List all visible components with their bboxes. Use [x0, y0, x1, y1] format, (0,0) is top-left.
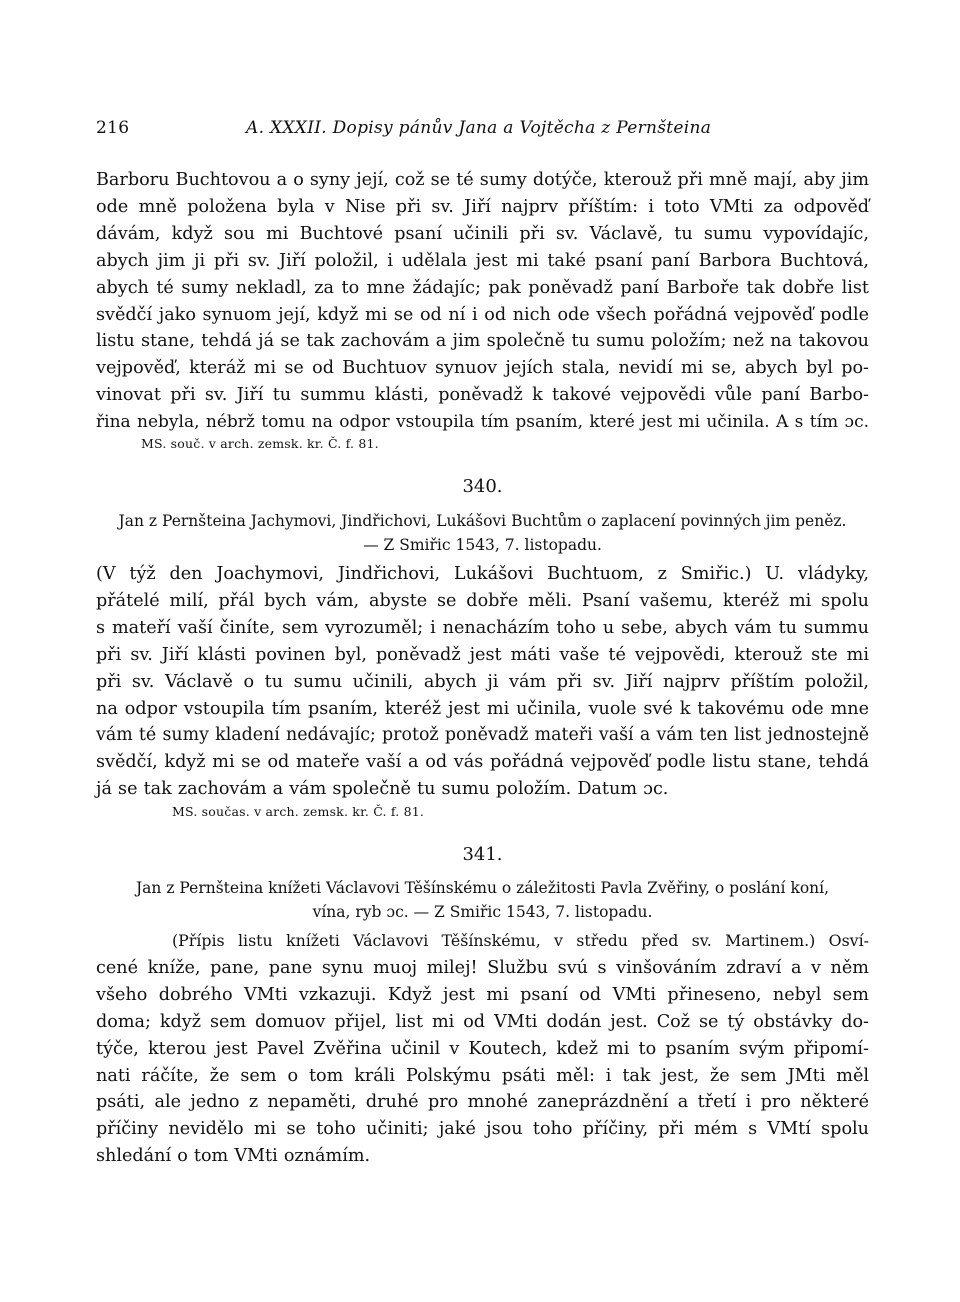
- text-line: svědčí jako synuom její, když mi se od ní i od nich ode všech pořádná vejpověď podle: [96, 304, 869, 325]
- summary-line: Jan z Pernšteina Jachymovi, Jindřichovi, Lukášovi Buchtům o zaplacení povinných jim peněz.: [118, 512, 847, 530]
- text-line: cené kníže, pane, pane synu muoj milej! Službu svú s vinšováním zdraví a v něm: [96, 957, 869, 978]
- text-line: abych té sumy nekladl, za to mne žádajíc; pak poněvadž paní Barboře tak dobře list: [96, 277, 869, 298]
- text-line: dávám, když sou mi Buchtové psaní učinili při sv. Václavě, tu sumu vypovídajíc,: [96, 223, 869, 244]
- text-line: psáti, ale jedno z nepaměti, druhé pro mnohé zaneprázdnění a třetí i pro některé: [96, 1092, 869, 1113]
- summary-line: — Z Smiřic 1543, 7. listopadu.: [363, 536, 602, 554]
- text-line: ode mně položena byla v Nise při sv. Jiří najprv příštím: i toto VMti za odpověď: [96, 196, 869, 217]
- text-line: s mateří vaší činíte, sem vyrozuměl; i nenacházím toho u sebe, abych vám tu summu: [96, 617, 869, 638]
- summary-line: Jan z Pernšteina knížeti Václavovi Těšínskému o záležitosti Pavla Zvěřiny, o poslání koní,: [135, 879, 830, 897]
- text-line: řina nebyla, nébrž tomu na odpor vstoupila tím psaním, které jest mi učinila. A s tím ɔc.: [96, 412, 869, 433]
- summary-line: vína, ryb ɔc. — Z Smiřic 1543, 7. listopadu.: [312, 903, 653, 921]
- text-line: při sv. Jiří klásti povinen byl, poněvadž jest máti vaše té vejpovědi, kterouž ste mi: [96, 644, 869, 665]
- text-line: všeho dobrého VMti vzkazuji. Když jest mi psaní od VMti přineseno, nebyl sem: [96, 984, 869, 1005]
- running-title: A. XXXII. Dopisy pánův Jana a Vojtěcha z Pernšteina: [246, 118, 712, 138]
- text-line: na odpor vstoupila tím psaním, kteréž jest mi učinila, vuole své k takovému ode mne: [96, 698, 869, 719]
- text-line: přátelé milí, přál bych vám, abyste se dobře měli. Psaní vašemu, kteréž mi spolu: [96, 590, 869, 611]
- document-number: 341.: [462, 844, 503, 865]
- text-line: nati ráčíte, že sem o tom králi Polskýmu psáti měl: i tak jest, že sem JMti měl: [96, 1065, 869, 1086]
- source-note: MS. součas. v arch. zemsk. kr. Č. f. 81.: [172, 804, 425, 819]
- text-line: shledání o tom VMti oznámím.: [96, 1146, 371, 1167]
- page-number: 216: [96, 118, 130, 138]
- text-line: vejpověď, kteráž mi se od Buchtuov synuov jejích stala, nevidí mi se, abych byl po-: [96, 358, 869, 379]
- text-line: (Přípis listu knížeti Václavovi Těšínskému, v středu před sv. Martinem.) Osví-: [172, 931, 869, 950]
- text-line: doma; když sem domuov přijel, list mi od VMti dodán jest. Což se tý obstávky do-: [96, 1011, 869, 1032]
- text-line: vám té sumy kladení nedávajíc; protož poněvadž mateři vaší a vám ten list jednostejně: [96, 725, 869, 746]
- text-line: Barboru Buchtovou a o syny její, což se té sumy dotýče, kterouž při mně mají, aby jim: [96, 170, 869, 190]
- source-note: MS. souč. v arch. zemsk. kr. Č. f. 81.: [141, 436, 379, 451]
- document-summary: [96, 509, 869, 557]
- text-line: já se tak zachovám a vám společně tu sumu položím. Datum ɔc.: [96, 779, 669, 800]
- text-line: příčiny nevidělo mi se toho učiniti; jaké jsou toho příčiny, při mém s VMtí spolu: [96, 1119, 869, 1140]
- text-line: vinovat při sv. Jiří tu summu klásti, poněvadž k takové vejpovědi vůle paní Barbo-: [96, 385, 869, 406]
- text-line: (V týž den Joachymovi, Jindřichovi, Lukášovi Buchtuom, z Smiřic.) U. vládyky,: [96, 564, 869, 584]
- document-paragraph: [96, 561, 869, 803]
- document-paragraph: [96, 928, 869, 1170]
- text-line: při sv. Václavě o tu sumu učinili, abych ji vám při sv. Jiří najprv příštím položil,: [96, 671, 869, 692]
- text-line: svědčí, když mi se od mateře vaší a od vás pořádná vejpověď podle listu stane, tehdá: [96, 752, 869, 773]
- text-line: abych jim ji při sv. Jiří položil, i udělala jest mi také psaní paní Barbora Buchtová,: [96, 250, 869, 271]
- document-number: 340.: [462, 476, 503, 497]
- document-summary: [96, 876, 869, 924]
- text-line: listu stane, tehdá já se tak zachovám a jim společně tu sumu položím; než na takovou: [96, 331, 869, 352]
- continuation-paragraph: [96, 167, 869, 436]
- text-line: týče, kterou jest Pavel Zvěřina učinil v Koutech, kdež mi to psaním svým připomí-: [96, 1038, 869, 1059]
